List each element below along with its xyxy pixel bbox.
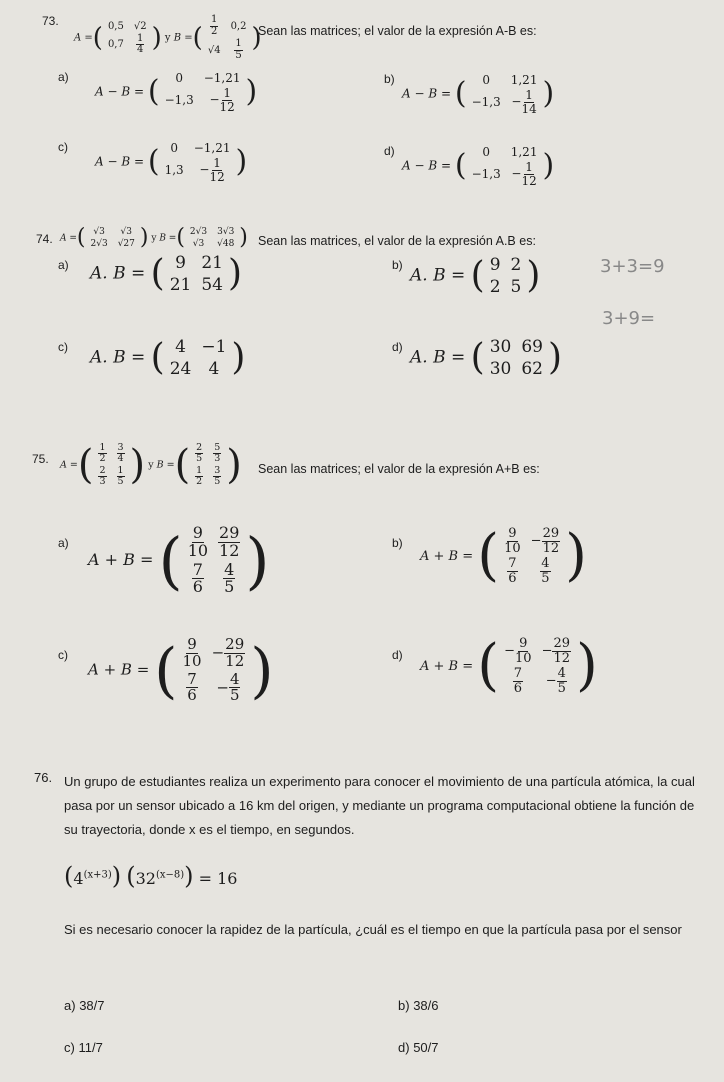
option-letter: b) — [392, 536, 403, 550]
fraction: $\frac{9}{10}$ — [504, 526, 521, 556]
option-letter: c) — [58, 140, 68, 154]
question-paragraph: Un grupo de estudiantes realiza un experimento para conocer el movimiento de una partícula atómica, la cual pasa por un sensor ubicado a 16 km del origen, y mediante un programa computacional obtiene la función de su trayectoria, donde x es el tiempo, en segundos. — [64, 774, 695, 837]
fraction: $\frac{1}{5}$ — [117, 464, 124, 487]
equation-lhs: A + B = — [420, 658, 474, 674]
fraction: $\frac{7}{6}$ — [187, 669, 197, 705]
fraction: $\frac{9}{10}$ — [515, 636, 532, 666]
matrix-cell: 30 — [489, 359, 512, 379]
matrix-cell: 2 — [489, 277, 501, 297]
question-prompt: Sean las matrices; el valor de la expresión A-B es: — [258, 24, 537, 38]
matrix: ( 9 2 2 5 ) — [470, 255, 541, 297]
matrix-cell: − $\frac{1}{12}$ — [199, 156, 225, 184]
matrix-cell: − $\frac{29}{12}$ — [211, 635, 245, 670]
given-matrices: A = ( 0,5 √2 0,7 $\frac{1}{4}$ ) y B = ( $\frac{1}{2}$ 0,2 √4 $\frac{1}{5}$ ) — [74, 14, 262, 61]
matrix-cell: √3 — [93, 227, 105, 237]
option-letter: d) — [384, 144, 395, 158]
fraction: $\frac{9}{10}$ — [182, 635, 202, 670]
matrix-cell — [208, 465, 226, 488]
matrix-cell: 0,2 — [230, 20, 247, 32]
matrix-cell: 5 — [510, 277, 522, 297]
question-number: 74. — [36, 232, 53, 246]
matrix-cell — [213, 561, 245, 598]
matrix: ( 30 69 30 62 ) — [470, 337, 563, 379]
matrix-cell: 2√3 — [189, 227, 208, 237]
equation-lhs: A + B = — [88, 660, 150, 679]
matrix-cell: −1,3 — [164, 93, 194, 108]
question-prompt: Sean las matrices, el valor de la expresión A.B es: — [258, 234, 536, 248]
matrix-cell — [499, 666, 536, 696]
fraction: $\frac{1}{12}$ — [209, 156, 225, 184]
option-letter: c) — [58, 340, 68, 354]
equation-lhs: A. B = — [90, 263, 146, 284]
fraction: $\frac{1}{4}$ — [137, 32, 144, 55]
question-number: 75. — [32, 452, 49, 466]
fraction: $\frac{5}{3}$ — [214, 442, 221, 464]
equation-lhs: A − B = — [402, 86, 452, 101]
matrix-cell — [203, 14, 226, 38]
option-d[interactable] — [420, 633, 598, 699]
question-number: 73. — [42, 14, 59, 28]
fraction: $\frac{2}{5}$ — [196, 442, 203, 464]
matrix: ( 0 1,21 −1,3 − $\frac{1}{14}$ ) — [454, 73, 555, 116]
matrix: ( 0 1,21 −1,3 − $\frac{1}{12}$ ) — [454, 145, 555, 188]
matrix-cell — [112, 442, 130, 465]
option-b[interactable] — [402, 72, 554, 116]
fraction: $\frac{4}{5}$ — [541, 556, 550, 586]
fraction: $\frac{2}{3}$ — [99, 464, 106, 487]
question-number: 76. — [34, 770, 53, 785]
matrix-cell: 1,21 — [510, 145, 538, 159]
matrix-cell: 9 — [175, 253, 186, 273]
matrix: ( 0,5 √2 0,7 $\frac{1}{4}$ ) — [92, 20, 162, 55]
fraction: $\frac{1}{5}$ — [235, 38, 242, 61]
matrix-cell — [183, 524, 213, 561]
matrix-cell — [526, 556, 565, 586]
fraction: $\frac{9}{10}$ — [187, 523, 209, 560]
matrix-cell — [226, 38, 252, 62]
question-prompt: Sean las matrices; el valor de la expresión A+B es: — [258, 462, 540, 476]
matrix-cell: 54 — [201, 275, 223, 295]
matrix: ( 4 −1 24 4 ) — [150, 337, 246, 379]
option-d[interactable]: d) 50/7 — [398, 1040, 439, 1055]
equation-lhs: A + B = — [88, 550, 154, 570]
fraction: $\frac{1}{2}$ — [99, 442, 106, 464]
option-letter: d) — [392, 340, 403, 354]
matrix-cell — [93, 465, 111, 488]
matrix-cell: √4 — [207, 44, 221, 56]
option-a[interactable] — [88, 524, 270, 597]
equation-lhs: A. B = — [90, 347, 146, 368]
option-letter: b) — [392, 258, 403, 272]
fraction: $\frac{1}{2}$ — [211, 14, 218, 37]
matrix-cell — [93, 442, 111, 465]
matrix-cell: 0 — [170, 141, 178, 155]
fraction: $\frac{1}{2}$ — [196, 464, 203, 487]
option-c[interactable] — [95, 140, 247, 184]
fraction: $\frac{29}{12}$ — [225, 635, 245, 670]
matrix-cell — [129, 33, 152, 57]
matrix-cell: − $\frac{1}{14}$ — [511, 88, 537, 116]
fraction: $\frac{1}{12}$ — [521, 160, 537, 188]
matrix-cell — [183, 561, 213, 598]
matrix-cell — [213, 524, 245, 561]
fraction: $\frac{1}{12}$ — [219, 86, 235, 114]
matrix-cell: − $\frac{29}{12}$ — [530, 526, 560, 556]
matrix-cell: − $\frac{29}{12}$ — [541, 636, 571, 666]
matrix-cell: 0,7 — [107, 39, 124, 50]
matrix-cell: −1,21 — [203, 71, 241, 85]
matrix-cell — [499, 556, 526, 586]
fraction: $\frac{7}{6}$ — [513, 666, 522, 696]
option-a[interactable] — [95, 70, 257, 114]
matrix: ( √3 √3 2√3 √27 ) — [76, 225, 149, 250]
matrix-cell: 9 — [489, 255, 501, 275]
matrix-cell: √27 — [117, 239, 135, 249]
matrix-cell — [499, 526, 526, 556]
matrix-cell: − $\frac{4}{5}$ — [545, 666, 566, 696]
matrix: ( $\frac{1}{2}$ $\frac{3}{4}$ $\frac{2}{3}$ $\frac{1}{5}$ ) — [77, 441, 146, 488]
option-letter: a) — [58, 70, 69, 84]
matrix-cell: −1,21 — [193, 141, 231, 155]
option-letter: b) — [384, 72, 395, 86]
fraction: $\frac{3}{4}$ — [117, 442, 124, 464]
matrix-cell: −1,3 — [471, 167, 501, 182]
matrix-cell: 2 — [510, 255, 522, 275]
matrix-cell: 3√3 — [217, 227, 235, 237]
fraction: $\frac{4}{5}$ — [557, 666, 566, 696]
equation-lhs: A. B = — [410, 347, 466, 368]
matrix: ( $\frac{9}{10}$ − $\frac{29}{12}$ $\frac{7}{6}$ $\frac{4}{5}$ ) — [477, 523, 587, 589]
option-letter: d) — [392, 648, 403, 662]
equation-lhs: A − B = — [95, 154, 145, 169]
matrix-cell: 0 — [482, 73, 490, 87]
matrix-cell: 21 — [201, 253, 223, 273]
matrix: ( 9 21 21 54 ) — [150, 253, 243, 295]
matrix-cell: − $\frac{9}{10}$ — [504, 636, 532, 666]
matrix-cell: 2√3 — [90, 239, 108, 249]
option-c[interactable] — [90, 336, 245, 380]
matrix-cell: 4 — [175, 337, 186, 357]
given-matrices: A = ( √3 √3 2√3 √27 ) y B = ( 2√3 3√3 √3 √48 ) — [60, 225, 248, 250]
fraction: $\frac{29}{12}$ — [542, 526, 560, 556]
fraction: $\frac{3}{5}$ — [214, 464, 221, 487]
option-a[interactable] — [90, 252, 242, 296]
matrix: ( − $\frac{9}{10}$ − $\frac{29}{12}$ $\frac{7}{6}$ − $\frac{4}{5}$ ) — [477, 633, 598, 699]
matrix-cell: 4 — [208, 359, 220, 379]
matrix-cell: √2 — [133, 20, 147, 32]
matrix: ( $\frac{1}{2}$ 0,2 √4 $\frac{1}{5}$ ) — [192, 14, 262, 61]
equation-lhs: A. B = — [410, 265, 466, 286]
matrix-cell — [208, 442, 226, 465]
matrix-cell: − $\frac{4}{5}$ — [216, 669, 240, 705]
matrix-cell: 0 — [175, 71, 183, 85]
option-c[interactable] — [88, 636, 274, 705]
matrix: ( $\frac{9}{10}$ $\frac{29}{12}$ $\frac{7}{6}$ $\frac{4}{5}$ ) — [158, 523, 270, 597]
matrix-cell: 30 — [489, 337, 512, 357]
matrix-cell: −1,3 — [471, 95, 501, 110]
option-d[interactable] — [402, 144, 554, 188]
matrix: ( 0 −1,21 1,3 − $\frac{1}{12}$ ) — [147, 141, 248, 184]
option-b[interactable] — [420, 523, 587, 589]
matrix-cell — [178, 671, 207, 706]
fraction: $\frac{29}{12}$ — [219, 523, 240, 560]
equation-lhs: A − B = — [402, 158, 452, 173]
fraction: $\frac{4}{5}$ — [229, 669, 240, 705]
option-letter: a) — [58, 536, 69, 550]
fraction: $\frac{4}{5}$ — [224, 559, 235, 597]
equation-lhs: A − B = — [95, 84, 145, 99]
matrix: ( $\frac{2}{5}$ $\frac{5}{3}$ $\frac{1}{2}$ $\frac{3}{5}$ ) — [174, 441, 242, 488]
matrix-cell: √48 — [217, 239, 235, 249]
fraction: $\frac{1}{14}$ — [521, 88, 537, 116]
matrix-cell: − $\frac{1}{12}$ — [511, 160, 537, 188]
matrix: ( 2√3 3√3 √3 √48 ) — [176, 225, 248, 250]
matrix-cell: 62 — [521, 359, 543, 379]
matrix-cell: − $\frac{1}{12}$ — [209, 86, 235, 114]
matrix-cell — [178, 636, 207, 671]
matrix-cell: 0 — [482, 145, 490, 159]
matrix-cell: −1 — [201, 337, 227, 357]
option-d[interactable] — [410, 336, 562, 380]
matrix-cell: 21 — [169, 275, 192, 295]
option-letter: c) — [58, 648, 68, 662]
matrix-cell — [190, 442, 208, 465]
fraction: $\frac{29}{12}$ — [553, 636, 571, 666]
matrix-cell: 69 — [521, 337, 543, 357]
question-text: Si es necesario conocer la rapidez de la partícula, ¿cuál es el tiempo en que la partícula pasa por el sensor — [64, 922, 682, 937]
matrix-cell — [190, 465, 208, 488]
matrix-cell: √3 — [192, 239, 205, 249]
fraction: $\frac{7}{6}$ — [508, 556, 517, 586]
option-a[interactable]: a) 38/7 — [64, 998, 105, 1013]
matrix: ( $\frac{9}{10}$ − $\frac{29}{12}$ $\frac{7}{6}$ − $\frac{4}{5}$ ) — [154, 635, 274, 706]
matrix-cell: √3 — [120, 227, 133, 237]
given-matrices: A = ( $\frac{1}{2}$ $\frac{3}{4}$ $\frac{2}{3}$ $\frac{1}{5}$ ) y B = ( $\frac{2}{5}$ $\frac{5}{3}$ $\frac{1}{2}$ $\frac{3}{5}$ ) — [60, 441, 242, 488]
matrix-cell — [112, 465, 130, 488]
option-c[interactable]: c) 11/7 — [64, 1040, 103, 1055]
equation-lhs: A + B = — [420, 548, 474, 564]
matrix-cell: 1,21 — [510, 73, 538, 87]
fraction: $\frac{7}{6}$ — [192, 559, 203, 597]
option-letter: a) — [58, 258, 69, 272]
option-b[interactable]: b) 38/6 — [398, 998, 439, 1013]
matrix-cell: 1,3 — [164, 163, 184, 178]
equation: $(4^{(x+3)}) (32^{(x-8)}) = 16$ — [64, 862, 238, 890]
matrix-cell: 24 — [169, 359, 192, 379]
matrix: ( 0 −1,21 −1,3 − $\frac{1}{12}$ ) — [147, 71, 258, 114]
handwritten-note: 3+3=9 — [600, 256, 665, 277]
handwritten-note: 3+9= — [602, 308, 656, 329]
option-b[interactable] — [410, 254, 540, 298]
matrix-cell: 0,5 — [107, 20, 124, 32]
